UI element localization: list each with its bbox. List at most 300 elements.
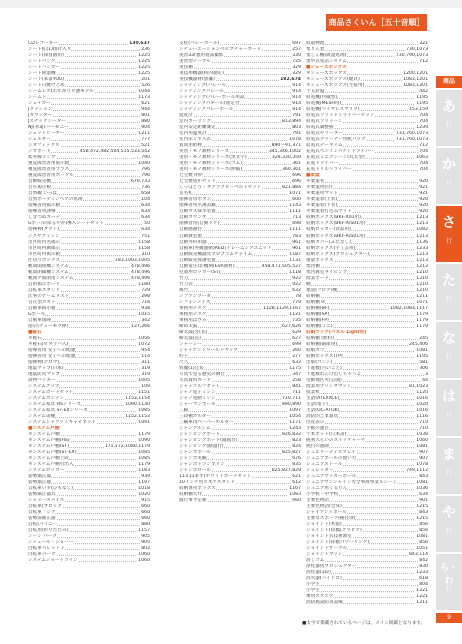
dot-leader <box>179 279 301 280</box>
entry-pages: 954 <box>141 347 150 353</box>
entry-pages: 321 <box>419 41 428 46</box>
entry-name: シッティング(パレーポール用品 <box>179 95 245 101</box>
entry-pages: 634 <box>141 209 150 215</box>
entry-pages: 236 <box>141 47 150 53</box>
entry-name: 実技用機器(校内測定) <box>179 71 224 77</box>
entry-name: 小学校・中学校 <box>306 492 339 498</box>
entry-pages: 1051 <box>416 546 428 552</box>
entry-name: 自転車いす(ひもなし) <box>28 486 73 492</box>
entry-name: 自動販売機 <box>28 179 51 185</box>
entry-pages: 1090,1130 <box>125 401 150 407</box>
entry-name: 竹刀袋 <box>179 281 193 287</box>
entry-pages: 830 <box>419 564 428 570</box>
entry-name: ジオフィックス <box>28 143 60 149</box>
entry-pages: 796 <box>141 173 150 179</box>
entry-name: シッティングパレール <box>179 89 225 95</box>
entry-name: 室内安定距離測定 <box>179 125 216 131</box>
entry-name: 篠竹 <box>179 287 189 293</box>
entry-name: 仕切りボックス <box>28 257 61 263</box>
entry-name: ジョイント(陸橋パワーリンク) <box>306 540 370 546</box>
tab-gyo: 行 <box>445 412 452 419</box>
entry-pages: 1180 <box>138 281 150 287</box>
tab-gyo: 行 <box>445 528 452 535</box>
entry-pages: 1221 <box>416 594 428 600</box>
entry-name: 実用・モノ教材シリーズ(ゴム) <box>179 161 243 167</box>
entry-pages: 1018 <box>138 486 150 492</box>
entry-name: 授業ボード <box>306 275 329 281</box>
entry-name: 視覚障害者用プラス <box>28 167 70 173</box>
entry-name: 収納ロッカー(食品用) <box>306 227 351 233</box>
entry-pages: 1015 <box>138 311 150 317</box>
entry-name: 自動車掲示板 <box>28 305 56 311</box>
entry-name: 収納ボックス(TP) <box>306 353 343 359</box>
entry-name: 事務用デスク <box>179 311 207 317</box>
entry-name: 市区町村掲示板 <box>28 251 61 257</box>
entry-name: システムジャケットキャビネット <box>28 419 97 425</box>
entry-pages: 697 <box>292 41 301 46</box>
entry-pages: 915 <box>141 498 150 504</box>
entry-name: 消火器(ハイドロ) <box>306 576 342 582</box>
entry-pages: 731,760,1073 <box>395 131 428 137</box>
entry-pages: 78 <box>295 293 301 299</box>
entry-name: NJ(永遠)ハーモニー <box>28 125 69 131</box>
entry-name: システムアップ <box>28 383 60 389</box>
entry-pages: 109 <box>141 383 150 389</box>
entry-pages: 1116 <box>416 413 428 419</box>
entry-name: シート日焼けどめ <box>28 83 65 89</box>
entry-pages: 1215 <box>416 516 428 522</box>
entry-pages: 81,1023 <box>409 383 428 389</box>
page-number: 9 <box>436 613 462 623</box>
entry-pages: 939 <box>141 474 150 480</box>
entry-name: シッティングパネール(固定台 <box>179 101 240 107</box>
entry-pages: 791 <box>292 113 301 119</box>
entry-name: 充電式ミニグシーン(丸太型) <box>306 155 365 161</box>
entry-pages: 1187 <box>289 251 301 257</box>
entry-name: ＊柔道衣 <box>306 179 325 185</box>
entry-name: ジグザグミシン <box>28 233 60 239</box>
tab-gyo: 行 <box>445 586 452 593</box>
entry-pages: 1060 <box>138 552 150 558</box>
dot-leader <box>179 116 301 117</box>
entry-pages: 699 <box>292 341 301 347</box>
entry-name: 収電式ゼリーター <box>306 131 343 137</box>
entry-pages: 1118 <box>289 269 301 275</box>
entry-name: ＊軽石 <box>28 335 42 341</box>
tab-2[interactable] <box>436 206 462 262</box>
entry-pages: 658 <box>141 191 150 197</box>
entry-name: シシュール・ショーー <box>28 540 74 546</box>
tab-gyo: 行 <box>445 122 452 129</box>
entry-pages: 360,361 <box>282 167 301 173</box>
entry-pages: 627 <box>292 335 301 341</box>
entry-name: シート(保育園用) <box>28 53 64 59</box>
entry-name: 白転車パーク <box>28 552 56 558</box>
entry-name: 収納カゴ <box>306 347 325 353</box>
entry-name: 姿勢矯正器具 <box>28 492 56 498</box>
tab-kana: さ <box>442 215 456 231</box>
entry-pages: 600 <box>292 197 301 203</box>
entry-name: 軌間閉鎖機システム <box>28 269 69 275</box>
entry-pages: 1111 <box>289 227 301 233</box>
entry-pages: 777 <box>141 137 150 143</box>
entry-name: ジェットヒーター <box>28 131 65 137</box>
entry-name: ＊システム戸棚 <box>28 432 60 438</box>
tab-gyo: 行 <box>445 470 452 477</box>
entry-name: 室内カーリング <box>179 119 212 125</box>
entry-name: システム家具 ST-EXシリーズ <box>28 407 88 413</box>
entry-pages: 920 <box>419 197 428 203</box>
entry-pages: 1081 <box>416 347 428 353</box>
tab-1[interactable] <box>436 148 462 204</box>
entry-name: 締め太鼓 <box>179 323 198 329</box>
entry-pages: 130,637 <box>129 41 150 46</box>
entry-pages: 1183 <box>138 468 150 474</box>
entry-pages: 736 <box>141 185 150 191</box>
entry-pages: 329 <box>292 71 301 77</box>
tab-8[interactable] <box>436 554 462 610</box>
entry-pages: 1213 <box>416 215 428 221</box>
entry-name: 主語(電子) <box>306 401 328 407</box>
entry-pages: 922 <box>292 275 301 281</box>
entry-pages: 1071 <box>289 191 301 197</box>
entry-pages: 201 <box>141 77 150 83</box>
entry-name: 収電式データイム <box>306 143 343 149</box>
entry-pages: 790 <box>141 155 150 161</box>
entry-name: ＊柔道着(上衣) <box>306 197 338 203</box>
entry-pages: 843 <box>419 510 428 516</box>
entry-name: ＊柔道用マット <box>306 191 338 197</box>
entry-name: 事務用デスク <box>179 305 207 311</box>
entry-pages: 1213 <box>416 251 428 257</box>
entry-name: CDレコーダー <box>28 41 58 46</box>
entry-pages: 791 <box>292 131 301 137</box>
entry-pages: 905 <box>141 540 150 546</box>
entry-name: 仕事のゲームリスト <box>28 293 70 299</box>
tab-4[interactable] <box>436 322 462 378</box>
entry-pages: 258 <box>292 377 301 383</box>
entry-pages: 1120 <box>416 389 428 395</box>
entry-pages: 710,711 <box>282 395 301 401</box>
entry-pages: 914 <box>292 89 301 95</box>
entry-name: 収納棚大作 <box>179 492 202 498</box>
entry-pages: 1121 <box>289 311 301 317</box>
entry-name: 漬物パッキー <box>28 377 56 383</box>
entry-pages: 1179 <box>416 317 428 323</box>
entry-name: 指揮者用(自動ドア) <box>179 221 220 227</box>
side-category-label: 商品 <box>436 76 462 88</box>
entry-pages: 1071 <box>416 299 428 305</box>
entry-name: ジャノ電動ミシン <box>179 395 216 401</box>
entry-pages: 458,471,505,527 <box>261 263 301 269</box>
entry-name: 実用・モノ教材シリーズ(黒文字) <box>179 155 247 161</box>
entry-pages: 914 <box>292 83 301 89</box>
entry-pages: 245,406 <box>409 341 428 347</box>
entry-pages: 311 <box>141 359 150 365</box>
entry-pages: 612 <box>292 480 301 486</box>
entry-pages: 696 <box>292 173 301 179</box>
entry-name: 収納ボックス(BKF-X01用) <box>306 215 361 221</box>
entry-pages: 257 <box>292 47 301 53</box>
entry-pages: 347 <box>292 371 301 377</box>
entry-pages: 1173 <box>138 95 150 101</box>
entry-name: 指示(チューモク棒) <box>28 323 69 329</box>
entry-pages: 914 <box>292 107 301 113</box>
entry-name: 指揮者用名簿書籍 <box>179 203 216 209</box>
entry-name: シファンクーダ <box>179 293 211 299</box>
entry-name: ジャンボトランポリン <box>179 462 225 468</box>
dot-leader <box>28 315 150 316</box>
tab-5[interactable] <box>436 380 462 436</box>
entry-name: 自転用(折りたたみ) <box>28 528 69 534</box>
entry-pages: 1136 <box>416 239 428 245</box>
entry-name: 指導者用掲示板 <box>28 203 61 209</box>
entry-name: 10インチ用スネアスタンド <box>179 480 236 486</box>
dot-leader <box>28 339 150 340</box>
dot-leader <box>306 92 428 93</box>
entry-name: ＊軽石(ビタラバ入) <box>28 341 69 347</box>
entry-name: シーン パーク <box>28 534 57 540</box>
entry-name: ジャンピングボード(踏越台) <box>179 438 238 444</box>
entry-pages: 922 <box>292 281 301 287</box>
entry-name: 主語(ATEXXCE) <box>306 395 340 401</box>
entry-pages: 961 <box>292 239 301 245</box>
tab-gyo: 行 <box>445 354 452 361</box>
entry-pages: 1083,1201 <box>403 77 428 83</box>
entry-name: 白転車パレットＪ <box>28 546 65 552</box>
entry-name: シフォンノイズ <box>179 299 211 305</box>
entry-pages: 1081 <box>416 534 428 540</box>
entry-pages: 944 <box>141 107 150 113</box>
entry-name: 指揮者用 女子への配慮 <box>28 353 76 359</box>
entry-name: 十進数れんげ出しちゃうよ <box>306 371 362 377</box>
entry-name: Gボール <box>28 311 46 317</box>
entry-name: 授業用プリンタマット <box>306 383 352 389</box>
entry-pages: 856 <box>419 522 428 528</box>
entry-pages: 329 <box>292 65 301 71</box>
entry-name: ■軽石 <box>28 329 42 335</box>
entry-name: Gボール(ゆるやか)導入シートセット <box>28 221 104 227</box>
entry-pages: 1215 <box>416 504 428 510</box>
entry-name: ＊シューズボックス <box>306 71 347 77</box>
entry-pages: 1225 <box>138 65 150 71</box>
entry-name: 自在型カカト <box>28 299 56 305</box>
entry-pages: 802 <box>141 546 150 552</box>
entry-name: 実技棚 <box>179 65 193 71</box>
entry-name: 主要色物語 <box>306 498 329 504</box>
dot-leader <box>179 357 301 358</box>
entry-pages: 1171 <box>289 419 301 425</box>
entry-pages: 526 <box>141 83 150 89</box>
tab-6[interactable] <box>436 438 462 494</box>
entry-name: 収電式ソリッドトライバーセット <box>306 113 375 119</box>
entry-name: 杓子 <box>179 353 189 359</box>
entry-pages: 713 <box>292 215 301 221</box>
entry-pages: 1243 <box>289 426 301 431</box>
entry-name: システムカートセット <box>28 389 74 395</box>
entry-name: 出産表示 <box>306 419 325 425</box>
entry-name: 収納ボックス(プロジェクター) <box>306 251 370 257</box>
dot-leader <box>306 44 428 45</box>
entry-name: ＊シューズボックス(生徒用) <box>306 83 365 89</box>
entry-pages: 306 <box>419 365 428 371</box>
entry-pages: 843 <box>419 474 428 480</box>
entry-name: 週行事予定板 <box>179 498 207 504</box>
entry-pages: 813,894 <box>282 119 301 125</box>
entry-pages: 1054 <box>289 413 301 419</box>
entry-pages: 1016 <box>416 407 428 413</box>
entry-name: 収納ボックス(BKF-A/S01用) <box>306 233 366 239</box>
entry-name: 児童用ロッカー(ST) <box>179 269 221 275</box>
entry-name: 自転車(ブロック <box>28 504 62 510</box>
entry-pages: 1167 <box>289 486 301 492</box>
entry-pages: 277 <box>292 353 301 359</box>
entry-name: ジョイント式技術教室 <box>306 534 352 540</box>
entry-name: 純白の漁師 <box>306 444 329 450</box>
dot-leader <box>179 68 301 69</box>
entry-name: ＊システム戸棚(ST) <box>28 444 70 450</box>
entry-name: 湿度計 <box>179 113 193 119</box>
entry-name: ジャイアントボール <box>306 510 347 516</box>
entry-name: Jスナックンーター <box>28 119 66 125</box>
entry-name: シッティング(バレール <box>179 83 227 89</box>
entry-name: ジャーマンボール <box>179 401 216 407</box>
entry-pages: 1158 <box>138 239 150 245</box>
entry-pages: 856 <box>419 540 428 546</box>
entry-pages: 634 <box>141 203 150 209</box>
entry-pages: 629 <box>292 329 301 335</box>
entry-pages: 696 <box>292 179 301 185</box>
entry-pages: 621 <box>292 474 301 480</box>
entry-name: 消化器(1段) <box>306 570 331 576</box>
entry-pages: 1210 <box>416 269 428 275</box>
entry-name: 主要なスポーツ(種目別) <box>306 516 356 522</box>
tab-kana: あ <box>442 99 456 115</box>
entry-pages: 1005 <box>138 377 150 383</box>
footnote: ■太字で掲載されているページは、メイン掲載となります。 <box>302 621 426 626</box>
entry-name: 十五針盤 <box>306 89 325 95</box>
entry-pages: 735 <box>292 317 301 323</box>
header-band <box>0 0 462 8</box>
entry-pages: 907 <box>419 456 428 462</box>
entry-name: シート(本書YOU) <box>28 77 65 83</box>
entry-name: システム書棚 <box>28 413 56 419</box>
entry-name: 集中式電話システム <box>306 59 347 65</box>
entry-name: 地震マップ(日本) <box>28 365 64 371</box>
tab-7[interactable] <box>436 496 462 552</box>
entry-name: 収納棚(BF) <box>306 305 330 311</box>
entry-name: 集団教室タイピング <box>306 269 348 275</box>
tab-gyo: 行 <box>445 238 452 245</box>
entry-pages: 1152,1153 <box>125 413 150 419</box>
dot-leader <box>306 561 428 562</box>
dot-leader <box>306 423 428 424</box>
entry-pages: 1056 <box>138 335 150 341</box>
entry-pages: 104 <box>141 197 150 203</box>
entry-pages: 330 <box>292 53 301 59</box>
entry-name: 収電式ソリトーン <box>306 119 343 125</box>
entry-pages: 1221 <box>416 588 428 594</box>
entry-name: 事務用はさみ <box>179 317 207 323</box>
entry-name: 視覚障害者用ボーグル <box>28 173 74 179</box>
entry-pages: 1211 <box>416 600 428 606</box>
entry-pages: 1097 <box>289 407 301 413</box>
entry-name: 地震防災マップ <box>28 371 60 377</box>
entry-name: 収取物流 <box>306 41 325 46</box>
entry-name: Jカウンター <box>28 113 53 119</box>
entry-pages: 730,1073 <box>406 47 428 53</box>
entry-name: 自動感謝台 <box>179 227 202 233</box>
entry-name: 自転車スタンド <box>28 287 61 293</box>
entry-pages: 676,733 <box>131 179 150 185</box>
entry-pages: 823 <box>292 438 301 444</box>
entry-pages: 914 <box>292 101 301 107</box>
entry-pages: 704 <box>419 167 428 173</box>
entry-pages: 880 <box>141 522 150 528</box>
entry-pages: 632 <box>292 359 301 365</box>
entry-name: 軌間開閉機システム <box>28 263 69 269</box>
entry-name: ＊シューズボックス(鍵式) <box>306 77 360 83</box>
entry-name: 支柱(パレーボール) <box>179 41 220 46</box>
entry-name: ＊システム戸棚上段 <box>28 456 69 462</box>
entry-pages: 712 <box>419 143 428 149</box>
tab-3[interactable] <box>436 264 462 320</box>
entry-name: 実技機器材(胆嚢) <box>179 77 215 83</box>
entry-pages: 725 <box>292 59 301 65</box>
entry-name: 十本ポット(日本語) <box>306 432 347 438</box>
entry-pages: 914 <box>292 95 301 101</box>
entry-name: 三脚 <box>179 407 189 413</box>
index-column-3 <box>306 41 428 606</box>
entry-pages: 361 <box>292 161 301 167</box>
tab-gyo: 行 <box>445 180 452 187</box>
entry-name: ジャンボ実験 <box>179 456 207 462</box>
entry-pages: 1060 <box>416 438 428 444</box>
entry-pages: 1131 <box>289 257 301 263</box>
index-entry <box>28 558 150 564</box>
entry-name: 自動外科用器 <box>179 239 207 245</box>
entry-pages: 704 <box>419 149 428 155</box>
entry-pages: 618 <box>419 576 428 582</box>
entry-name: 実習・モノ教材シリーズ <box>179 149 230 155</box>
entry-name: シート除湿機 <box>28 71 56 77</box>
entry-pages: 821,884 <box>282 185 301 191</box>
entry-name: ＊システム戸棚引出入 <box>28 462 74 468</box>
entry-pages: 1020 <box>416 401 428 407</box>
entry-pages: 710 <box>419 426 428 431</box>
entry-pages: 1210 <box>416 281 428 287</box>
entry-name: 主語(OC-ATOK) <box>306 407 340 413</box>
entry-name: 自在掲示板 <box>28 185 51 191</box>
entry-pages: 1081 <box>416 480 428 486</box>
entry-name: 質問用紙棒 <box>179 143 202 149</box>
entry-name: ＊柔道着(下衣) <box>306 203 338 209</box>
entry-name: 充電式ペンインパクトドライバー <box>306 149 375 155</box>
entry-pages: 704 <box>419 119 428 125</box>
entry-name: 実習型テーブル <box>179 59 211 65</box>
tab-0[interactable] <box>436 90 462 146</box>
entry-pages: 803 <box>292 125 301 131</box>
entry-name: 浄化器用プロジェクター <box>306 564 357 570</box>
entry-name: ジュニアストール <box>306 462 343 468</box>
entry-name: 室名札 <box>179 191 193 197</box>
entry-pages: 921 <box>419 185 428 191</box>
entry-pages: 716 <box>141 299 150 305</box>
entry-pages: 621 <box>141 101 150 107</box>
entry-name: 指揮者用ボタン <box>179 197 212 203</box>
entry-name: 自然観 いろは <box>28 191 58 197</box>
entry-name: 室内床くず入れ <box>179 137 212 143</box>
